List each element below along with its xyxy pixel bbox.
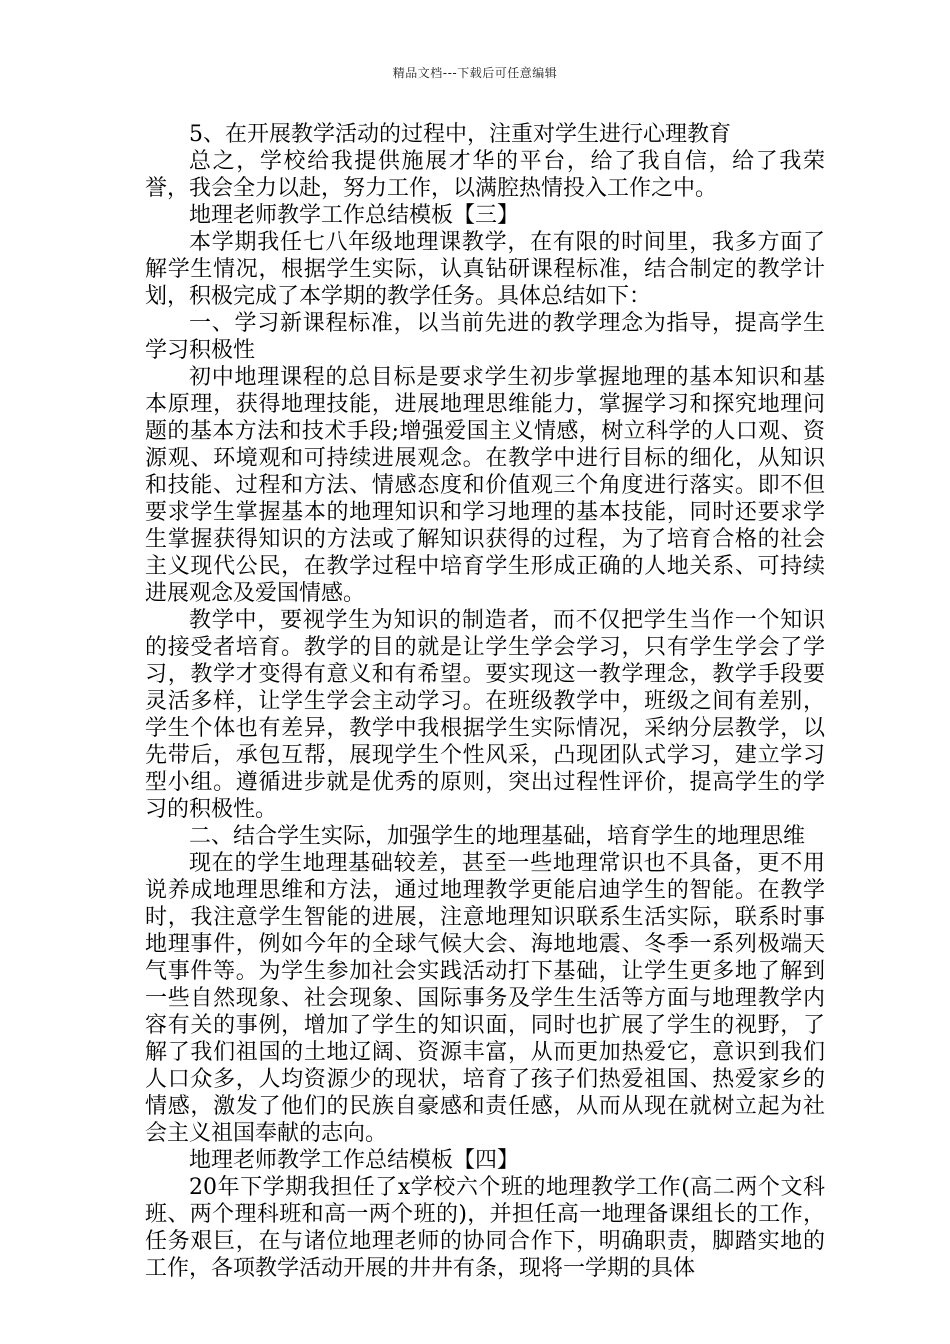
section-title-three: 地理老师教学工作总结模板【三】 bbox=[189, 203, 520, 228]
section-title-four: 地理老师教学工作总结模板【四】 bbox=[189, 1148, 520, 1173]
paragraph-teaching-approach: 教学中，要视学生为知识的制造者，而不仅把学生当作一个知识的接受者培育。教学的目的就是让学生学会学习，只有学生学会了学习，教学才变得有意义和有希望。要实现这一教学理念，教学手段要灵活多样，让学生学会主动学习。在班级教学中，班级之间有差别，学生个体也有差异，教学中我根据学生实际情况，采纳分层教学，以先带后，承包互帮，展现学生个性风采，凸现团队式学习，建立学习型小组。遵循进步就是优秀的原则，突出过程性评价，提高学生的学习的积极性。 bbox=[145, 608, 825, 822]
document-body bbox=[145, 121, 825, 1282]
paragraph-item-5: 5、在开展教学活动的过程中，注重对学生进行心理教育 bbox=[189, 122, 731, 147]
paragraph-geography-foundation: 现在的学生地理基础较差，甚至一些地理常识也不具备，更不用说养成地理思维和方法，通过地理教学更能启迪学生的智能。在教学时，我注意学生智能的进展，注意地理知识联系生活实际，联系时事地理事件，例如今年的全球气候大会、海地地震、冬季一系列极端天气事件等。为学生参加社会实践活动打下基础，让学生更多地了解到一些自然现象、社会现象、国际事务及学生生活等方面与地理教学内容有关的事例，增加了学生的知识面，同时也扩展了学生的视野，了解了我们祖国的土地辽阔、资源丰富，从而更加热爱它，意识到我们人口众多，人均资源少的现状，培育了孩子们热爱祖国、热爱家乡的情感，激发了他们的民族自豪感和责任感，从而从现在就树立起为社会主义祖国奉献的志向。 bbox=[145, 851, 825, 1146]
paragraph-conclusion: 总之，学校给我提供施展才华的平台，给了我自信，给了我荣誉，我会全力以赴，努力工作，以满腔热情投入工作之中。 bbox=[145, 149, 825, 201]
subheading-one: 一、学习新课程标准，以当前先进的教学理念为指导，提高学生学习积极性 bbox=[145, 311, 825, 363]
document-header: 精品文档---下载后可任意编辑 bbox=[392, 66, 558, 80]
paragraph-intro-three: 本学期我任七八年级地理课教学，在有限的时间里，我多方面了解学生情况，根据学生实际，认真钻研课程标准，结合制定的教学计划，积极完成了本学期的教学任务。具体总结如下： bbox=[145, 230, 825, 309]
subheading-two: 二、结合学生实际，加强学生的地理基础，培育学生的地理思维 bbox=[189, 824, 806, 849]
paragraph-curriculum-goal: 初中地理课程的总目标是要求学生初步掌握地理的基本知识和基本原理，获得地理技能，进展地理思维能力，掌握学习和探究地理问题的基本方法和技术手段;增强爱国主义情感，树立科学的人口观、资源观、环境观和可持续进展观念。在教学中进行目标的细化，从知识和技能、过程和方法、情感态度和价值观三个角度进行落实。即不但要求学生掌握基本的地理知识和学习地理的基本技能，同时还要求学生掌握获得知识的方法或了解知识获得的过程，为了培育合格的社会主义现代公民，在教学过程中培育学生形成正确的人地关系、可持续进展观念及爱国情感。 bbox=[145, 365, 825, 606]
paragraph-intro-four: 20年下学期我担任了x学校六个班的地理教学工作(高二两个文科班、两个理科班和高一两个班的)，并担任高一地理备课组长的工作，任务艰巨，在与诸位地理老师的协同合作下，明确职责，脚踏实地的工作，各项教学活动开展的井井有条，现将一学期的具体 bbox=[145, 1175, 825, 1281]
